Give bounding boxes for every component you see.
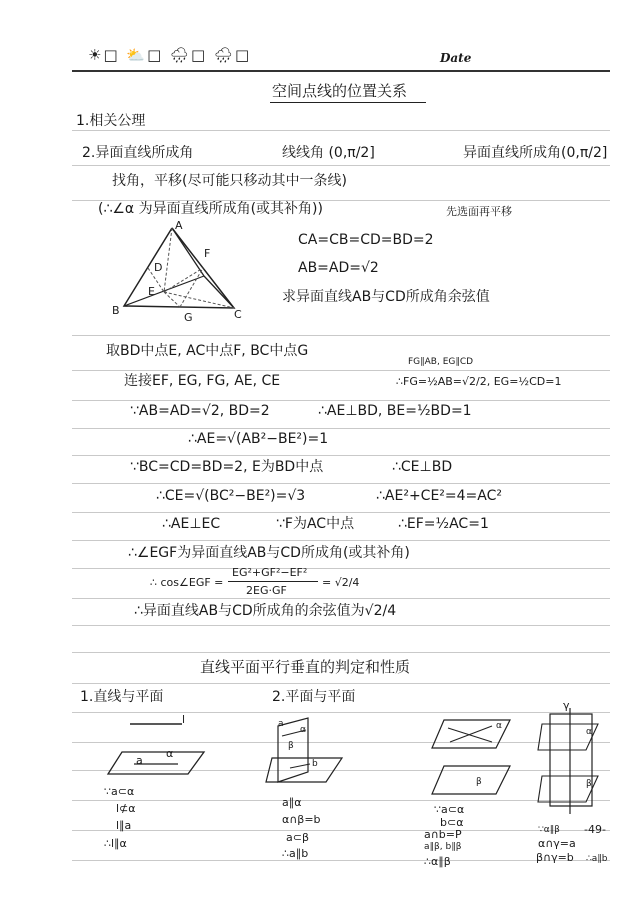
three-planes-figure — [536, 704, 606, 822]
heading-axioms: 1.相关公理 — [76, 113, 146, 129]
fig4-cond-1: ∵α∥β — [538, 825, 560, 835]
fig4-cond-2: α∩γ=a — [538, 837, 576, 850]
heading-line-plane: 1.直线与平面 — [80, 689, 164, 705]
solution-bc-cd-bd: ∵BC=CD=BD=2, E为BD中点 — [130, 459, 324, 475]
solution-given-ab-ad: ∵AB=AD=√2, BD=2 — [130, 403, 270, 419]
ruled-line — [72, 540, 610, 541]
solution-ef-length: ∴EF=½AC=1 — [398, 516, 489, 532]
ruled-line — [72, 830, 610, 831]
date-label: Date — [440, 51, 472, 65]
given-equal-sides: CA=CB=CD=BD=2 — [298, 232, 434, 248]
line-plane-figure — [104, 718, 214, 784]
solution-ae-perp-bd: ∴AE⊥BD, BE=½BD=1 — [318, 403, 472, 419]
fig-label-F: F — [204, 247, 211, 260]
ruled-line — [72, 625, 610, 626]
fig1-cond-3: l∥a — [116, 819, 132, 832]
fig4-label-beta: β — [586, 779, 592, 789]
question-text: 求异面直线AB与CD所成角余弦值 — [282, 289, 490, 305]
fig1-cond-1: ∵a⊂α — [104, 785, 135, 798]
ruled-line — [72, 335, 610, 336]
solution-f-midpoint: ∵F为AC中点 — [276, 516, 355, 532]
fig2-cond-3: a⊂β — [286, 831, 309, 844]
ruled-line — [72, 130, 610, 131]
solution-pythagoras: ∴AE²+CE²=4=AC² — [376, 488, 502, 504]
solution-cos-numerator: EG²+GF²−EF² — [232, 566, 308, 579]
header-rule — [72, 70, 610, 72]
fig4-label-alpha: α — [586, 727, 592, 737]
fig1-conclusion: ∴l∥α — [104, 837, 127, 850]
fig3-cond-3: a∩b=P — [424, 828, 462, 841]
fig3-cond-2: b⊂α — [440, 816, 464, 829]
fig4-label-gamma: γ — [563, 699, 570, 712]
solution-angle-egf: ∴∠EGF为异面直线AB与CD所成角(或其补角) — [128, 545, 410, 561]
fig2-label-beta: β — [288, 741, 294, 751]
fig-label-G: G — [184, 311, 193, 324]
ruled-line — [72, 800, 610, 801]
solution-ae-perp-ec: ∴AE⊥EC — [162, 516, 221, 532]
conclusion-form: (∴∠α 为异面直线所成角(或其补角)) — [98, 201, 323, 217]
parallel-planes-figure — [430, 712, 520, 802]
fraction-bar — [228, 581, 318, 582]
fig-label-D: D — [154, 261, 163, 274]
solution-cos-denominator: 2EG·GF — [246, 584, 287, 597]
fig3-label-alpha: α — [496, 721, 502, 731]
fig2-conclusion: ∴a∥b — [282, 847, 309, 860]
solution-step-connect: 连接EF, EG, FG, AE, CE — [124, 373, 281, 389]
fig2-cond-1: a∥α — [282, 796, 302, 809]
fig-label-A: A — [175, 219, 183, 232]
ruled-line — [72, 165, 610, 166]
heading-skew-angle: 2.异面直线所成角 — [82, 145, 194, 161]
ruled-line — [72, 400, 610, 401]
method-text: 找角，平移(尽可能只移动其中一条线) — [112, 173, 347, 189]
fig3-cond-1: ∵a⊂α — [434, 803, 465, 816]
fig-label-B: B — [112, 304, 120, 317]
solution-ae-length: ∴AE=√(AB²−BE²)=1 — [188, 431, 329, 447]
fig1-label-l: l — [182, 713, 186, 726]
solution-ce-perp-bd: ∴CE⊥BD — [392, 459, 453, 475]
ruled-line — [72, 370, 610, 371]
ruled-line — [72, 483, 610, 484]
section-title-spatial-relations: 空间点线的位置关系 — [272, 82, 408, 100]
page-number: -49- — [584, 823, 606, 836]
solution-cos-value: = √2/4 — [322, 576, 360, 589]
title-underline — [270, 102, 426, 103]
heading-plane-plane: 2.平面与平面 — [272, 689, 356, 705]
ruled-line — [72, 455, 610, 456]
solution-cos-label: ∴ cos∠EGF = — [150, 576, 224, 589]
ruled-line — [72, 598, 610, 599]
given-sqrt2-sides: AB=AD=√2 — [298, 260, 379, 276]
weather-icons: ☀□ ⛅□ 🌧□ 🌧□ — [88, 46, 252, 64]
solution-fg-eg: ∴FG=½AB=√2/2, EG=½CD=1 — [396, 375, 562, 388]
fig2-cond-2: α∩β=b — [282, 813, 321, 826]
line-angle-range: 线线角 (0,π/2] — [282, 145, 375, 161]
skew-angle-range: 异面直线所成角(0,π/2] — [463, 145, 608, 161]
fig1-label-alpha: α — [166, 747, 174, 760]
section-title-parallel-perpendicular: 直线平面平行垂直的判定和性质 — [200, 658, 411, 676]
fig2-label-b: b — [312, 759, 318, 769]
solution-parallel-note: FG∥AB, EG∥CD — [408, 357, 474, 367]
fig2-label-a: a — [278, 719, 284, 729]
fig2-label-alpha: α — [300, 725, 306, 735]
ruled-line — [72, 683, 610, 684]
solution-step-midpoints: 取BD中点E, AC中点F, BC中点G — [106, 343, 309, 359]
ruled-line — [72, 428, 610, 429]
ruled-line — [72, 860, 610, 861]
fig1-label-a: a — [136, 754, 143, 767]
solution-ce-length: ∴CE=√(BC²−BE²)=√3 — [156, 488, 306, 504]
fig3-cond-4: a∥β, b∥β — [424, 842, 462, 852]
fig3-label-beta: β — [476, 777, 482, 787]
solution-final-answer: ∴异面直线AB与CD所成角的余弦值为√2/4 — [134, 603, 397, 619]
ruled-line — [72, 568, 610, 569]
fig3-conclusion: ∴α∥β — [424, 855, 451, 868]
fig1-cond-2: l⊄α — [116, 802, 136, 815]
tip-text: 先选面再平移 — [446, 205, 512, 218]
fig-label-C: C — [234, 308, 242, 321]
fig4-cond-3: β∩γ=b — [536, 851, 574, 864]
fig4-conclusion: ∴a∥b — [586, 854, 608, 864]
ruled-line — [72, 512, 610, 513]
fig-label-E: E — [148, 285, 155, 298]
ruled-line — [72, 652, 610, 653]
